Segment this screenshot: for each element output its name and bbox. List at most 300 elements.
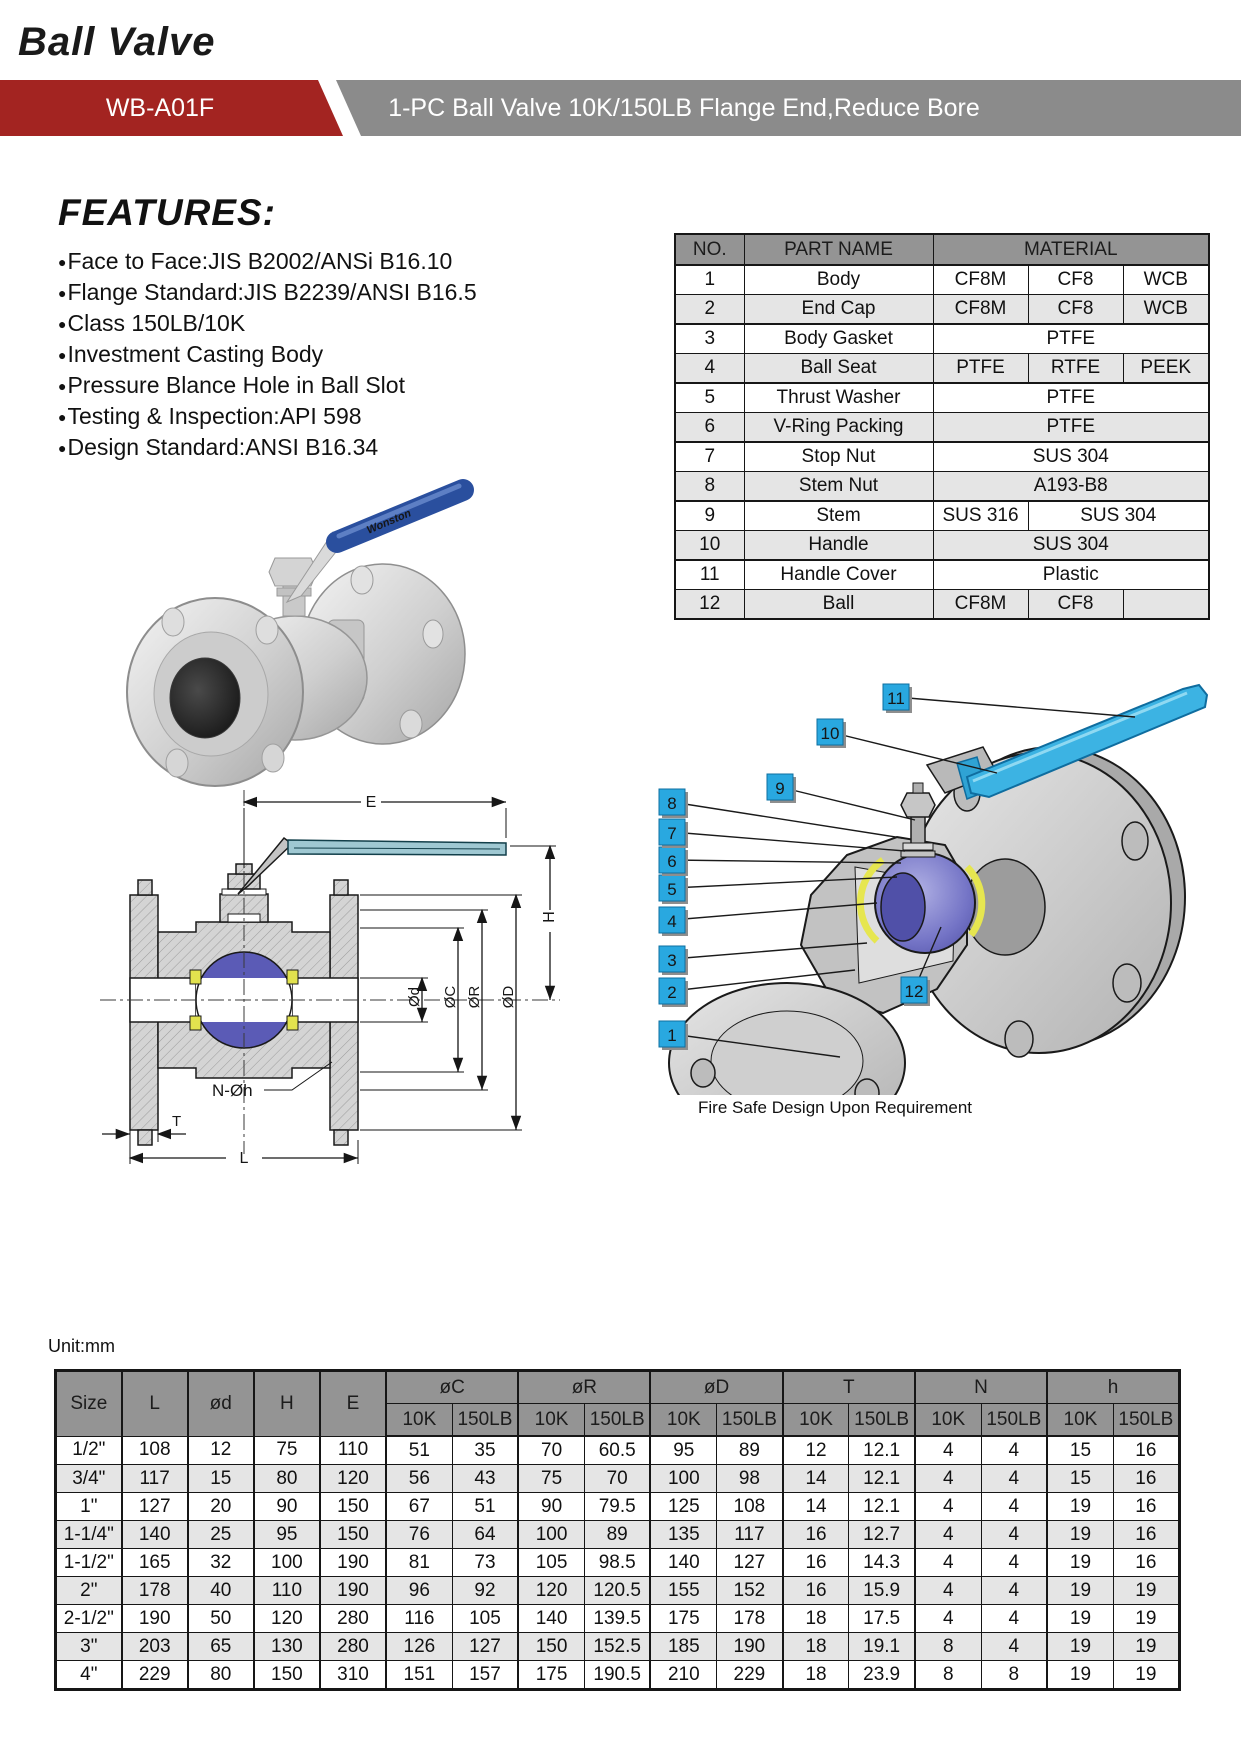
dim-header-row — [56, 1371, 1180, 1404]
dimensions-table — [54, 1369, 1181, 1691]
dim-group-header: øD — [650, 1371, 782, 1404]
parts-table-row — [675, 531, 1209, 561]
dim-col-header: H — [254, 1371, 320, 1437]
parts-name-cell: Stem — [744, 501, 933, 531]
parts-table-row — [675, 472, 1209, 502]
dim-value-cell: 19 — [1047, 1661, 1113, 1690]
header-banner — [0, 80, 1241, 136]
dim-value-cell: 23.9 — [849, 1661, 915, 1690]
dim-value-cell: 4 — [915, 1549, 981, 1577]
fire-safe-note: Fire Safe Design Upon Requirement — [698, 1098, 973, 1117]
model-code: WB-A01F — [105, 94, 215, 122]
dim-value-cell: 4 — [981, 1465, 1047, 1493]
dim-label-oc: ØC — [442, 985, 459, 1009]
dim-value-cell: 175 — [650, 1605, 716, 1633]
dim-value-cell: 110 — [320, 1436, 386, 1465]
dim-value-cell: 8 — [915, 1633, 981, 1661]
parts-material-cell: PEEK — [1123, 354, 1209, 384]
feature-item — [58, 246, 598, 277]
parts-material-cell: CF8 — [1028, 295, 1123, 325]
dim-value-cell: 4 — [981, 1605, 1047, 1633]
feature-item — [58, 370, 598, 401]
feature-text: Testing & Inspection:API 598 — [67, 403, 362, 429]
features-list — [58, 246, 598, 463]
feature-text: Investment Casting Body — [67, 341, 324, 367]
dim-table-row — [56, 1521, 1180, 1549]
dim-value-cell: 80 — [254, 1465, 320, 1493]
dim-label-or: ØR — [466, 985, 483, 1009]
dim-value-cell: 150 — [320, 1521, 386, 1549]
dim-value-cell: 4 — [915, 1465, 981, 1493]
dim-sub-header: 150LB — [717, 1404, 783, 1437]
callout-number: 6 — [667, 852, 677, 871]
dim-value-cell: 120 — [518, 1577, 584, 1605]
page-title: Ball Valve — [18, 20, 216, 64]
dim-value-cell: 151 — [386, 1661, 452, 1690]
dim-value-cell: 89 — [717, 1436, 783, 1465]
dim-value-cell: 51 — [386, 1436, 452, 1465]
dim-value-cell: 12 — [188, 1436, 254, 1465]
parts-name-cell: Ball Seat — [744, 354, 933, 384]
dim-sub-header: 150LB — [981, 1404, 1047, 1437]
dimension-drawing — [92, 782, 572, 1182]
dim-value-cell: 4 — [981, 1633, 1047, 1661]
dim-value-cell: 229 — [717, 1661, 783, 1690]
parts-material-cell: A193-B8 — [933, 472, 1209, 502]
callout-7 — [659, 819, 905, 851]
dim-value-cell: 8 — [981, 1661, 1047, 1690]
dim-value-cell: 310 — [320, 1661, 386, 1690]
dim-size-cell: 4" — [56, 1661, 122, 1690]
dim-value-cell: 4 — [915, 1436, 981, 1465]
bullet-icon: ● — [58, 378, 67, 394]
dim-value-cell: 190.5 — [584, 1661, 650, 1690]
features-section — [58, 192, 598, 463]
feature-text: Pressure Blance Hole in Ball Slot — [67, 372, 405, 398]
dim-value-cell: 12.1 — [849, 1493, 915, 1521]
dim-sub-header: 150LB — [849, 1404, 915, 1437]
parts-material-cell: CF8M — [933, 590, 1028, 620]
dim-value-cell: 70 — [584, 1465, 650, 1493]
dim-value-cell: 139.5 — [584, 1605, 650, 1633]
dim-col-header: E — [320, 1371, 386, 1437]
dim-value-cell: 4 — [915, 1605, 981, 1633]
dim-group-header: øR — [518, 1371, 650, 1404]
callout-number: 1 — [667, 1026, 677, 1045]
dim-value-cell: 100 — [254, 1549, 320, 1577]
parts-material-cell — [1123, 590, 1209, 620]
dim-col-header: L — [122, 1371, 188, 1437]
dim-value-cell: 8 — [915, 1661, 981, 1690]
dim-value-cell: 90 — [254, 1493, 320, 1521]
dim-value-cell: 64 — [452, 1521, 518, 1549]
dim-size-cell: 3" — [56, 1633, 122, 1661]
dim-table-row — [56, 1633, 1180, 1661]
dim-value-cell: 16 — [783, 1549, 849, 1577]
dim-size-cell: 1-1/4" — [56, 1521, 122, 1549]
dim-value-cell: 15 — [1047, 1465, 1113, 1493]
dim-value-cell: 280 — [320, 1605, 386, 1633]
dim-value-cell: 19 — [1113, 1633, 1179, 1661]
dim-value-cell: 117 — [122, 1465, 188, 1493]
dim-value-cell: 96 — [386, 1577, 452, 1605]
parts-material-cell: SUS 304 — [933, 442, 1209, 472]
dim-sub-header: 150LB — [1113, 1404, 1179, 1437]
parts-table — [674, 233, 1210, 620]
dim-value-cell: 19 — [1047, 1633, 1113, 1661]
dim-value-cell: 150 — [320, 1493, 386, 1521]
drawing-handle-bar — [288, 840, 506, 855]
dim-value-cell: 14.3 — [849, 1549, 915, 1577]
parts-no-cell: 5 — [675, 383, 744, 413]
dim-value-cell: 117 — [717, 1521, 783, 1549]
dim-sub-header: 10K — [518, 1404, 584, 1437]
dim-value-cell: 140 — [650, 1549, 716, 1577]
bullet-icon: ● — [58, 440, 67, 456]
dim-label-h: H — [541, 911, 558, 923]
dim-value-cell: 70 — [518, 1436, 584, 1465]
dim-table-row — [56, 1661, 1180, 1690]
dim-col-header: ød — [188, 1371, 254, 1437]
dim-sub-header: 10K — [1047, 1404, 1113, 1437]
dim-value-cell: 210 — [650, 1661, 716, 1690]
parts-table-row — [675, 413, 1209, 443]
dim-value-cell: 12.1 — [849, 1436, 915, 1465]
parts-table-row — [675, 354, 1209, 384]
parts-table-row — [675, 295, 1209, 325]
parts-table-row — [675, 383, 1209, 413]
dim-value-cell: 89 — [584, 1521, 650, 1549]
dim-group-header: N — [915, 1371, 1047, 1404]
dim-value-cell: 50 — [188, 1605, 254, 1633]
photo-left-flange — [127, 598, 303, 786]
dim-value-cell: 125 — [650, 1493, 716, 1521]
feature-item — [58, 401, 598, 432]
parts-name-cell: Handle — [744, 531, 933, 561]
dim-sub-header: 10K — [783, 1404, 849, 1437]
parts-material-cell: WCB — [1123, 265, 1209, 295]
dim-value-cell: 190 — [320, 1549, 386, 1577]
parts-name-cell: Body Gasket — [744, 324, 933, 354]
feature-item — [58, 432, 598, 463]
callout-number: 9 — [775, 779, 785, 798]
dim-value-cell: 105 — [518, 1549, 584, 1577]
callout-number: 8 — [667, 794, 677, 813]
dim-sub-header: 150LB — [452, 1404, 518, 1437]
parts-material-cell: CF8M — [933, 265, 1028, 295]
dim-value-cell: 4 — [981, 1521, 1047, 1549]
dim-value-cell: 16 — [783, 1577, 849, 1605]
dim-table-row — [56, 1549, 1180, 1577]
dim-value-cell: 14 — [783, 1465, 849, 1493]
dim-value-cell: 190 — [122, 1605, 188, 1633]
bullet-icon: ● — [58, 347, 67, 363]
dim-value-cell: 185 — [650, 1633, 716, 1661]
parts-no-cell: 2 — [675, 295, 744, 325]
dim-value-cell: 75 — [254, 1436, 320, 1465]
dim-sub-header: 150LB — [584, 1404, 650, 1437]
dim-h — [510, 846, 560, 1000]
callout-number: 11 — [887, 689, 905, 708]
parts-header-no: NO. — [675, 234, 744, 265]
dim-label-t: T — [172, 1113, 182, 1130]
dim-value-cell: 16 — [783, 1521, 849, 1549]
feature-text: Class 150LB/10K — [67, 310, 246, 336]
parts-name-cell: Handle Cover — [744, 560, 933, 590]
parts-table-row — [675, 265, 1209, 295]
dim-value-cell: 135 — [650, 1521, 716, 1549]
parts-no-cell: 1 — [675, 265, 744, 295]
dim-value-cell: 12.1 — [849, 1465, 915, 1493]
dim-value-cell: 90 — [518, 1493, 584, 1521]
feature-text: Flange Standard:JIS B2239/ANSI B16.5 — [67, 279, 477, 305]
dim-value-cell: 20 — [188, 1493, 254, 1521]
dim-value-cell: 92 — [452, 1577, 518, 1605]
dim-value-cell: 56 — [386, 1465, 452, 1493]
dim-value-cell: 116 — [386, 1605, 452, 1633]
dim-value-cell: 4 — [981, 1549, 1047, 1577]
callout-number: 2 — [667, 983, 677, 1002]
parts-table-row — [675, 560, 1209, 590]
dim-value-cell: 18 — [783, 1633, 849, 1661]
dim-value-cell: 110 — [254, 1577, 320, 1605]
dim-value-cell: 100 — [518, 1521, 584, 1549]
dim-value-cell: 32 — [188, 1549, 254, 1577]
dim-value-cell: 120 — [254, 1605, 320, 1633]
dim-value-cell: 75 — [518, 1465, 584, 1493]
parts-name-cell: Stop Nut — [744, 442, 933, 472]
dim-value-cell: 229 — [122, 1661, 188, 1690]
dim-value-cell: 12.7 — [849, 1521, 915, 1549]
dim-od-big — [360, 895, 522, 1130]
dim-value-cell: 19 — [1047, 1493, 1113, 1521]
feature-item — [58, 277, 598, 308]
parts-header-row — [675, 234, 1209, 265]
parts-no-cell: 10 — [675, 531, 744, 561]
dim-value-cell: 35 — [452, 1436, 518, 1465]
dim-value-cell: 60.5 — [584, 1436, 650, 1465]
dim-sub-header: 10K — [915, 1404, 981, 1437]
callout-number: 4 — [667, 912, 677, 931]
callout-number: 5 — [667, 880, 677, 899]
parts-no-cell: 8 — [675, 472, 744, 502]
dim-size-cell: 1" — [56, 1493, 122, 1521]
dim-value-cell: 4 — [981, 1436, 1047, 1465]
dim-sub-header: 10K — [650, 1404, 716, 1437]
parts-table-row — [675, 442, 1209, 472]
dim-value-cell: 175 — [518, 1661, 584, 1690]
callout-number: 3 — [667, 951, 677, 970]
dim-value-cell: 127 — [717, 1549, 783, 1577]
drawing-seat-icon — [190, 970, 201, 984]
dim-value-cell: 4 — [981, 1493, 1047, 1521]
dim-value-cell: 150 — [254, 1661, 320, 1690]
dim-value-cell: 152.5 — [584, 1633, 650, 1661]
dim-value-cell: 4 — [981, 1577, 1047, 1605]
bullet-icon: ● — [58, 254, 67, 270]
dim-value-cell: 95 — [650, 1436, 716, 1465]
dim-value-cell: 98.5 — [584, 1549, 650, 1577]
dim-group-header: T — [783, 1371, 915, 1404]
dim-value-cell: 98 — [717, 1465, 783, 1493]
dim-value-cell: 80 — [188, 1661, 254, 1690]
callout-11 — [883, 684, 1135, 717]
feature-text: Face to Face:JIS B2002/ANSi B16.10 — [67, 248, 453, 274]
cutaway-diagram — [615, 645, 1241, 1095]
dim-value-cell: 280 — [320, 1633, 386, 1661]
dim-group-header: h — [1047, 1371, 1179, 1404]
dim-value-cell: 178 — [122, 1577, 188, 1605]
dim-value-cell: 16 — [1113, 1436, 1179, 1465]
dim-value-cell: 16 — [1113, 1493, 1179, 1521]
parts-no-cell: 12 — [675, 590, 744, 620]
dim-col-header: Size — [56, 1371, 122, 1437]
dim-value-cell: 127 — [122, 1493, 188, 1521]
dim-value-cell: 152 — [717, 1577, 783, 1605]
dim-value-cell: 16 — [1113, 1549, 1179, 1577]
dim-value-cell: 15 — [1047, 1436, 1113, 1465]
dim-size-cell: 1/2" — [56, 1436, 122, 1465]
dim-value-cell: 120 — [320, 1465, 386, 1493]
dim-value-cell: 4 — [915, 1577, 981, 1605]
bullet-icon: ● — [58, 409, 67, 425]
dim-value-cell: 12 — [783, 1436, 849, 1465]
dim-value-cell: 76 — [386, 1521, 452, 1549]
dim-value-cell: 19 — [1047, 1577, 1113, 1605]
dim-value-cell: 165 — [122, 1549, 188, 1577]
callout-number: 10 — [820, 724, 840, 743]
dim-value-cell: 17.5 — [849, 1605, 915, 1633]
dim-value-cell: 16 — [1113, 1465, 1179, 1493]
parts-name-cell: Stem Nut — [744, 472, 933, 502]
dim-label-od-small: Ød — [406, 986, 423, 1008]
dim-value-cell: 19 — [1113, 1577, 1179, 1605]
dim-value-cell: 15 — [188, 1465, 254, 1493]
parts-table-row — [675, 324, 1209, 354]
dim-size-cell: 3/4" — [56, 1465, 122, 1493]
dim-table-row — [56, 1436, 1180, 1465]
parts-name-cell: End Cap — [744, 295, 933, 325]
dim-value-cell: 4 — [915, 1493, 981, 1521]
parts-material-cell: WCB — [1123, 295, 1209, 325]
parts-material-cell: PTFE — [933, 324, 1209, 354]
dim-value-cell: 140 — [122, 1521, 188, 1549]
feature-item — [58, 308, 598, 339]
dim-value-cell: 105 — [452, 1605, 518, 1633]
parts-material-cell: SUS 316 — [933, 501, 1028, 531]
bullet-icon: ● — [58, 285, 67, 301]
parts-material-cell: PTFE — [933, 413, 1209, 443]
banner-title: 1-PC Ball Valve 10K/150LB Flange End,Reduce Bore — [388, 94, 980, 122]
dim-size-cell: 2" — [56, 1577, 122, 1605]
feature-item — [58, 339, 598, 370]
dim-value-cell: 43 — [452, 1465, 518, 1493]
dim-value-cell: 95 — [254, 1521, 320, 1549]
dim-size-cell: 1-1/2" — [56, 1549, 122, 1577]
dim-value-cell: 19 — [1113, 1605, 1179, 1633]
parts-no-cell: 6 — [675, 413, 744, 443]
dim-value-cell: 18 — [783, 1661, 849, 1690]
dim-value-cell: 157 — [452, 1661, 518, 1690]
parts-name-cell: Body — [744, 265, 933, 295]
dim-value-cell: 4 — [915, 1521, 981, 1549]
dim-sub-header: 10K — [386, 1404, 452, 1437]
dim-value-cell: 155 — [650, 1577, 716, 1605]
unit-label: Unit:mm — [48, 1336, 115, 1356]
parts-material-cell: SUS 304 — [1028, 501, 1209, 531]
parts-name-cell: Thrust Washer — [744, 383, 933, 413]
callout-number: 7 — [667, 824, 677, 843]
dim-value-cell: 127 — [452, 1633, 518, 1661]
dim-value-cell: 178 — [717, 1605, 783, 1633]
features-heading: FEATURES: — [58, 192, 276, 233]
dim-value-cell: 108 — [122, 1436, 188, 1465]
dim-label-l: L — [239, 1150, 249, 1167]
parts-no-cell: 7 — [675, 442, 744, 472]
dim-value-cell: 120.5 — [584, 1577, 650, 1605]
parts-material-cell: PTFE — [933, 354, 1028, 384]
dim-e — [244, 790, 506, 868]
dim-value-cell: 190 — [717, 1633, 783, 1661]
parts-material-cell: PTFE — [933, 383, 1209, 413]
parts-material-cell: SUS 304 — [933, 531, 1209, 561]
dim-label-od-big: ØD — [500, 985, 517, 1009]
dim-value-cell: 65 — [188, 1633, 254, 1661]
dim-value-cell: 14 — [783, 1493, 849, 1521]
dim-value-cell: 108 — [717, 1493, 783, 1521]
dim-value-cell: 18 — [783, 1605, 849, 1633]
dim-value-cell: 19 — [1113, 1661, 1179, 1690]
parts-no-cell: 11 — [675, 560, 744, 590]
dim-table-row — [56, 1493, 1180, 1521]
parts-header-material: MATERIAL — [933, 234, 1209, 265]
dim-label-n-oh: N-Øh — [212, 1081, 253, 1100]
dim-size-cell: 2-1/2" — [56, 1605, 122, 1633]
dim-value-cell: 15.9 — [849, 1577, 915, 1605]
parts-material-cell: CF8 — [1028, 590, 1123, 620]
parts-no-cell: 4 — [675, 354, 744, 384]
dim-table-row — [56, 1577, 1180, 1605]
callout-number: 12 — [904, 982, 924, 1001]
parts-material-cell: CF8 — [1028, 265, 1123, 295]
dim-value-cell: 81 — [386, 1549, 452, 1577]
dim-value-cell: 126 — [386, 1633, 452, 1661]
parts-material-cell: RTFE — [1028, 354, 1123, 384]
parts-name-cell: V-Ring Packing — [744, 413, 933, 443]
dim-value-cell: 19 — [1047, 1521, 1113, 1549]
dim-table-row — [56, 1465, 1180, 1493]
dim-value-cell: 67 — [386, 1493, 452, 1521]
dim-value-cell: 79.5 — [584, 1493, 650, 1521]
dim-value-cell: 16 — [1113, 1521, 1179, 1549]
parts-name-cell: Ball — [744, 590, 933, 620]
dim-value-cell: 190 — [320, 1577, 386, 1605]
dim-value-cell: 100 — [650, 1465, 716, 1493]
dim-value-cell: 140 — [518, 1605, 584, 1633]
dim-group-header: øC — [386, 1371, 518, 1404]
parts-header-name: PART NAME — [744, 234, 933, 265]
dim-value-cell: 130 — [254, 1633, 320, 1661]
parts-no-cell: 9 — [675, 501, 744, 531]
dim-value-cell: 150 — [518, 1633, 584, 1661]
parts-table-row — [675, 590, 1209, 620]
dim-value-cell: 25 — [188, 1521, 254, 1549]
dim-value-cell: 19 — [1047, 1605, 1113, 1633]
parts-material-cell: Plastic — [933, 560, 1209, 590]
parts-material-cell: CF8M — [933, 295, 1028, 325]
dim-table-row — [56, 1605, 1180, 1633]
dim-label-e: E — [365, 794, 377, 811]
